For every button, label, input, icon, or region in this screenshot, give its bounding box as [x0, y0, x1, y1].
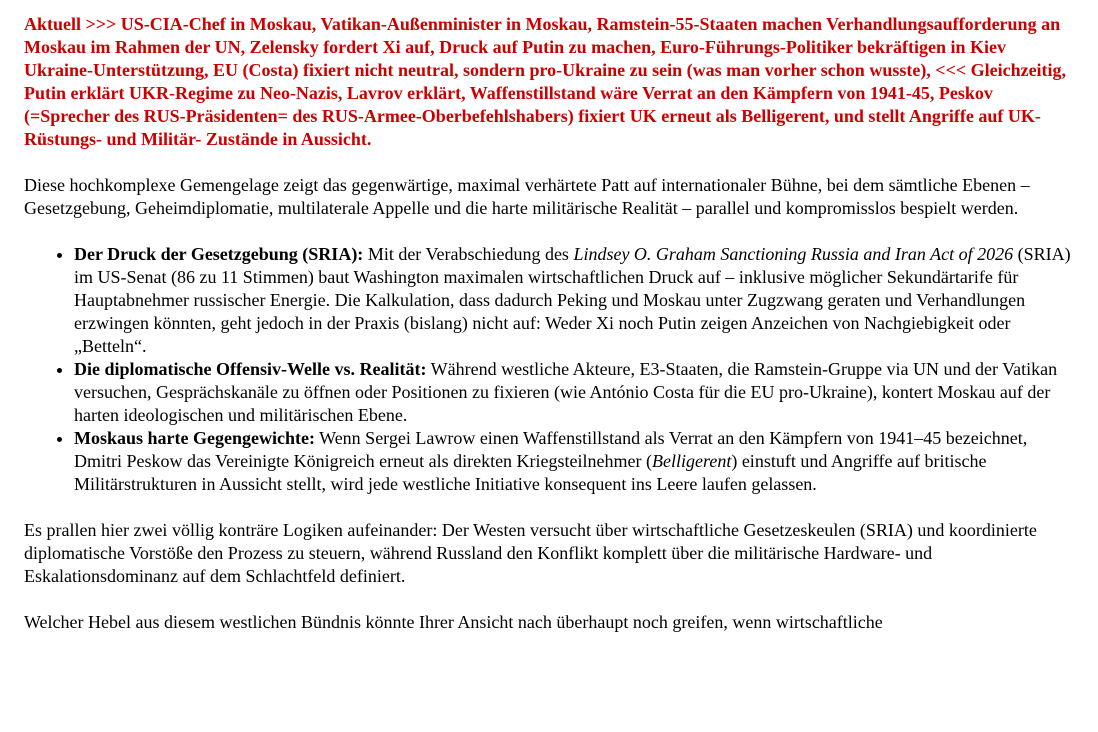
list-item: [74, 427, 1074, 496]
list-item-lead: Die diplomatische Offensiv-Welle vs. Realität:: [74, 359, 427, 379]
list-item-lead: Moskaus harte Gegengewichte:: [74, 428, 315, 448]
conclusion-paragraph: Es prallen hier zwei völlig konträre Logiken aufeinander: Der Westen versucht über wirtschaftliche Gesetzeskeulen (SRIA) und koordinierte diplomatische Vorstöße den Prozess zu steuern, während Russland den Konflikt komplett über die militärische Hardware- und Eskalationsdominanz auf dem Schlachtfeld definiert.: [24, 520, 1037, 586]
list-item-lead: Der Druck der Gesetzgebung (SRIA):: [74, 244, 364, 264]
headline: Aktuell >>> US-CIA-Chef in Moskau, Vatikan-Außenminister in Moskau, Ramstein-55-Staaten machen Verhandlungsaufforderung an Moskau im Rahmen der UN, Zelensky fordert Xi auf, Druck auf Putin zu machen, Euro-Führungs-Politiker bekräftigen in Kiev Ukraine-Unterstützung, EU (Costa) fixiert nicht neutral, sondern pro-Ukraine zu sein (was man vorher schon wusste), <<< Gleichzeitig, Putin erklärt UKR-Regime zu Neo-Nazis, Lavrov erklärt, Waffenstillstand wäre Verrat an den Kämpfern von 1941-45, Peskov (=Sprecher des RUS-Präsidenten= des RUS-Armee-Oberbefehlshabers) fixiert UK erneut als Belligerent, und stellt Angriffe auf UK-Rüstungs- und Militär- Zustände in Aussicht.: [24, 14, 1067, 149]
intro-paragraph: Diese hochkomplexe Gemengelage zeigt das gegenwärtige, maximal verhärtete Patt auf internationaler Bühne, bei dem sämtliche Ebenen – Gesetzgebung, Geheimdiplomatie, multilaterale Appelle und die harte militärische Realität – parallel und kompromisslos bespielt werden.: [24, 175, 1030, 218]
list-item-text: Mit der Verabschiedung des: [363, 244, 574, 264]
list-item: [74, 358, 1074, 427]
list-item-text: ) einstuft und Angriffe auf britische Militärstrukturen in Aussicht stellt, wird jede westliche Initiative konsequent ins Leere laufen gelassen.: [74, 451, 987, 494]
list-item-text: Während westliche Akteure, E3-Staaten, die Ramstein-Gruppe via UN und der Vatikan versuchen, Gesprächskanäle zu öffnen oder Positionen zu fixieren (wie António Costa für die EU pro-Ukraine), kontert Moskau auf der harten ideologischen und militärischen Ebene.: [74, 359, 1058, 425]
question-paragraph: Welcher Hebel aus diesem westlichen Bündnis könnte Ihrer Ansicht nach überhaupt noch greifen, wenn wirtschaftliche: [24, 612, 883, 632]
list-item-italic: Belligerent: [652, 451, 732, 471]
list-item-italic: Lindsey O. Graham Sanctioning Russia and Iran Act of 2026: [573, 244, 1014, 264]
list-item-text: Wenn Sergei Lawrow einen Waffenstillstand als Verrat an den Kämpfern von 1941–45 bezeichnet, Dmitri Peskow das Vereinigte Königreich erneut als direkten Kriegsteilnehmer (: [74, 428, 1028, 471]
list-item: [74, 243, 1074, 358]
list-item-text: (SRIA) im US-Senat (86 zu 11 Stimmen) baut Washington maximalen wirtschaftlichen Druck auf – inklusive möglicher Sekundärtarife für Hauptabnehmer russischer Energie. Die Kalkulation, dass dadurch Peking und Moskau unter Zugzwang geraten und Verhandlungen erzwingen könnten, geht jedoch in der Praxis (bislang) nicht auf: Weder Xi noch Putin zeigen Anzeichen von Nachgiebigkeit oder „Betteln“.: [74, 244, 1071, 356]
bullet-list: [24, 243, 1074, 496]
